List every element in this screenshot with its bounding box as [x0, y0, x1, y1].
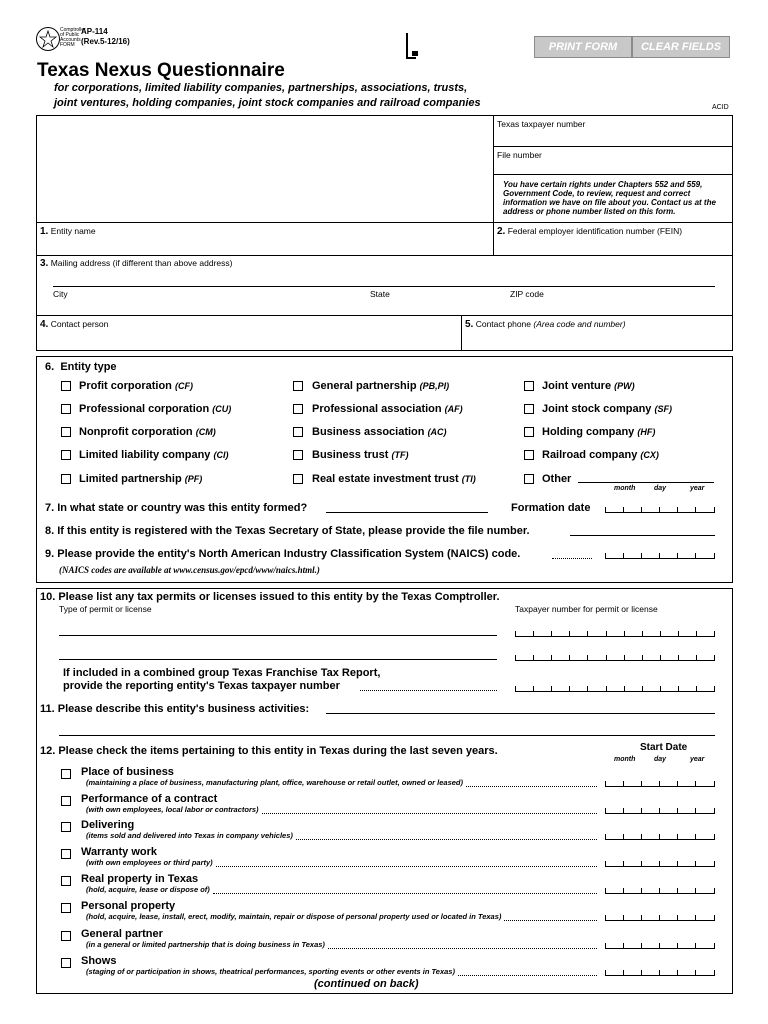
entity-type-checkbox[interactable]: [61, 427, 71, 437]
permit-taxpayer-label: Taxpayer number for permit or license: [515, 604, 658, 614]
mailing-address-label: 3. Mailing address (if different than above address): [40, 258, 233, 269]
combined-taxpayer-line: [360, 690, 497, 691]
permit-type-field-1[interactable]: [59, 635, 497, 636]
other-year-label: year: [690, 485, 705, 492]
combined-group-line-2: provide the reporting entity's Texas taxpayer number: [63, 680, 340, 692]
entity-type-checkbox[interactable]: [524, 450, 534, 460]
activity-start-date-field[interactable]: [605, 780, 715, 787]
activity-leader-line: [458, 975, 597, 976]
entity-type-label: Railroad company (CX): [542, 449, 659, 461]
activity-label: Shows: [81, 955, 117, 967]
activity-checkbox[interactable]: [61, 958, 71, 968]
zip-label: ZIP code: [510, 289, 544, 299]
activity-label: Real property in Texas: [81, 873, 199, 885]
contact-phone-label: 5. Contact phone (Area code and number): [465, 319, 626, 330]
activity-description: (with own employees or third party): [86, 858, 213, 867]
activity-description: (in a general or limited partnership that is doing business in Texas): [86, 940, 325, 949]
naics-code-field[interactable]: [605, 552, 715, 559]
permit-type-label: Type of permit or license: [59, 604, 152, 614]
activity-label: Personal property: [81, 900, 176, 912]
activity-start-date-field[interactable]: [605, 807, 715, 814]
permit-taxpayer-field[interactable]: [515, 654, 715, 661]
entity-type-label: Professional corporation (CU): [79, 403, 232, 415]
activity-leader-line: [262, 813, 597, 814]
entity-type-checkbox[interactable]: [293, 404, 303, 414]
formation-date-label: Formation date: [511, 502, 591, 514]
bar-marker-foot: [406, 57, 416, 59]
start-day-label: day: [654, 756, 667, 763]
activity-leader-line: [504, 920, 597, 921]
activity-checkbox[interactable]: [61, 931, 71, 941]
comptroller-seal-icon: [36, 27, 60, 51]
start-date-label: Start Date: [640, 742, 688, 753]
fein-label: 2. Federal employer identification number (FEIN): [497, 226, 683, 237]
activity-checkbox[interactable]: [61, 822, 71, 832]
page-title: Texas Nexus Questionnaire: [37, 60, 285, 81]
entity-name-label: 1. Entity name: [40, 226, 96, 237]
bar-marker: [406, 33, 408, 59]
activity-checkbox[interactable]: [61, 903, 71, 913]
file-number-label: File number: [497, 150, 542, 160]
subtitle-line-1: for corporations, limited liability companies, partnerships, associations, trusts,: [54, 82, 468, 94]
entity-type-label: Professional association (AF): [312, 403, 463, 415]
entity-type-checkbox[interactable]: [61, 474, 71, 484]
city-label: City: [53, 289, 68, 299]
print-form-button[interactable]: PRINT FORM: [534, 36, 632, 58]
combined-group-line-1: If included in a combined group Texas Franchise Tax Report,: [63, 667, 381, 679]
q7-label: 7. In what state or country was this entity formed?: [45, 502, 308, 514]
activity-description: (hold, acquire, lease or dispose of): [86, 885, 210, 894]
entity-type-checkbox[interactable]: [524, 381, 534, 391]
entity-type-label: Nonprofit corporation (CM): [79, 426, 216, 438]
activity-checkbox[interactable]: [61, 876, 71, 886]
entity-type-label: Joint stock company (SF): [542, 403, 672, 415]
entity-type-label: Other: [542, 473, 572, 485]
seal-text: Comptroller of Public Accounts FORM: [60, 27, 86, 48]
activity-start-date-field[interactable]: [605, 914, 715, 921]
entity-type-checkbox[interactable]: [293, 474, 303, 484]
naics-note: (NAICS codes are available at www.census.gov/epcd/www/naics.html.): [59, 565, 320, 575]
q9-label: 9. Please provide the entity's North American Industry Classification System (NAICS) code.: [45, 548, 521, 560]
activity-leader-line: [213, 893, 597, 894]
q11-label: 11. Please describe this entity's business activities:: [40, 703, 310, 715]
continued-on-back: (continued on back): [314, 978, 419, 990]
entity-type-label: Limited liability company (CI): [79, 449, 229, 461]
acid-label: ACID: [712, 104, 729, 111]
business-activities-field[interactable]: [326, 713, 715, 714]
activity-checkbox[interactable]: [61, 849, 71, 859]
activity-leader-line: [296, 839, 597, 840]
entity-type-checkbox[interactable]: [61, 404, 71, 414]
q8-label: 8. If this entity is registered with the Texas Secretary of State, please provide the file number.: [45, 525, 530, 537]
entity-type-label: Limited partnership (PF): [79, 473, 203, 485]
start-year-label: year: [690, 756, 705, 763]
other-month-label: month: [614, 485, 636, 492]
entity-type-label: Business trust (TF): [312, 449, 409, 461]
permit-type-field-2[interactable]: [59, 659, 497, 660]
entity-type-checkbox[interactable]: [293, 427, 303, 437]
activity-start-date-field[interactable]: [605, 860, 715, 867]
entity-type-label: Profit corporation (CF): [79, 380, 193, 392]
activity-leader-line: [216, 866, 597, 867]
activity-label: General partner: [81, 928, 163, 940]
entity-type-label: Joint venture (PW): [542, 380, 635, 392]
activity-label: Place of business: [81, 766, 174, 778]
activity-leader-line: [466, 786, 597, 787]
activity-start-date-field[interactable]: [605, 969, 715, 976]
sos-file-number-field[interactable]: [570, 535, 715, 536]
activity-start-date-field[interactable]: [605, 942, 715, 949]
rights-notice: You have certain rights under Chapters 552 and 559, Government Code, to review, request and correct information we have on file about you. Contact us at the address or phone number listed on this form.: [503, 180, 716, 216]
other-day-label: day: [654, 485, 667, 492]
activity-description: (with own employees, local labor or contractors): [86, 805, 259, 814]
entity-type-checkbox[interactable]: [524, 474, 534, 484]
entity-type-checkbox[interactable]: [293, 381, 303, 391]
activity-leader-line: [328, 948, 597, 949]
activity-description: (staging of or participation in shows, theatrical performances, sporting events or other events in Texas): [86, 967, 455, 976]
activity-start-date-field[interactable]: [605, 833, 715, 840]
entity-type-checkbox[interactable]: [61, 381, 71, 391]
taxpayer-number-label: Texas taxpayer number: [497, 119, 586, 129]
activity-checkbox[interactable]: [61, 769, 71, 779]
q10-label: 10. Please list any tax permits or licenses issued to this entity by the Texas Comptroller.: [40, 591, 500, 603]
clear-fields-button[interactable]: CLEAR FIELDS: [632, 36, 730, 58]
activity-label: Performance of a contract: [81, 793, 218, 805]
permit-taxpayer-field[interactable]: [515, 685, 715, 692]
business-activities-field-2[interactable]: [59, 735, 715, 736]
activity-start-date-field[interactable]: [605, 887, 715, 894]
activity-checkbox[interactable]: [61, 796, 71, 806]
permit-taxpayer-field[interactable]: [515, 630, 715, 637]
subtitle-line-2: joint ventures, holding companies, joint stock companies and railroad companies: [54, 97, 481, 109]
entity-type-label: Holding company (HF): [542, 426, 656, 438]
state-label: State: [370, 289, 390, 299]
start-month-label: month: [614, 756, 636, 763]
contact-person-label: 4. Contact person: [40, 319, 109, 330]
entity-type-checkbox[interactable]: [61, 450, 71, 460]
form-number: AP-114: [81, 27, 108, 36]
entity-type-label: General partnership (PB,PI): [312, 380, 450, 392]
form-revision: (Rev.5-12/16): [81, 37, 130, 46]
entity-type-checkbox[interactable]: [524, 404, 534, 414]
bar-marker-dot: [412, 51, 418, 56]
state-formed-field[interactable]: [326, 512, 488, 513]
formation-date-field[interactable]: [605, 506, 715, 513]
entity-type-checkbox[interactable]: [293, 450, 303, 460]
activity-description: (items sold and delivered into Texas in company vehicles): [86, 831, 293, 840]
entity-type-checkbox[interactable]: [524, 427, 534, 437]
entity-type-label: Business association (AC): [312, 426, 447, 438]
entity-type-title: 6. Entity type: [45, 361, 117, 373]
activity-description: (maintaining a place of business, manufacturing plant, office, warehouse or retail outlet, owned or leased): [86, 778, 464, 787]
activity-label: Warranty work: [81, 846, 158, 858]
activity-description: (hold, acquire, lease, install, erect, modify, maintain, repair or dispose of personal property used or located in Texas): [86, 912, 502, 921]
activity-label: Delivering: [81, 819, 135, 831]
entity-type-label: Real estate investment trust (TI): [312, 473, 476, 485]
q12-label: 12. Please check the items pertaining to this entity in Texas during the last seven years.: [40, 745, 498, 757]
